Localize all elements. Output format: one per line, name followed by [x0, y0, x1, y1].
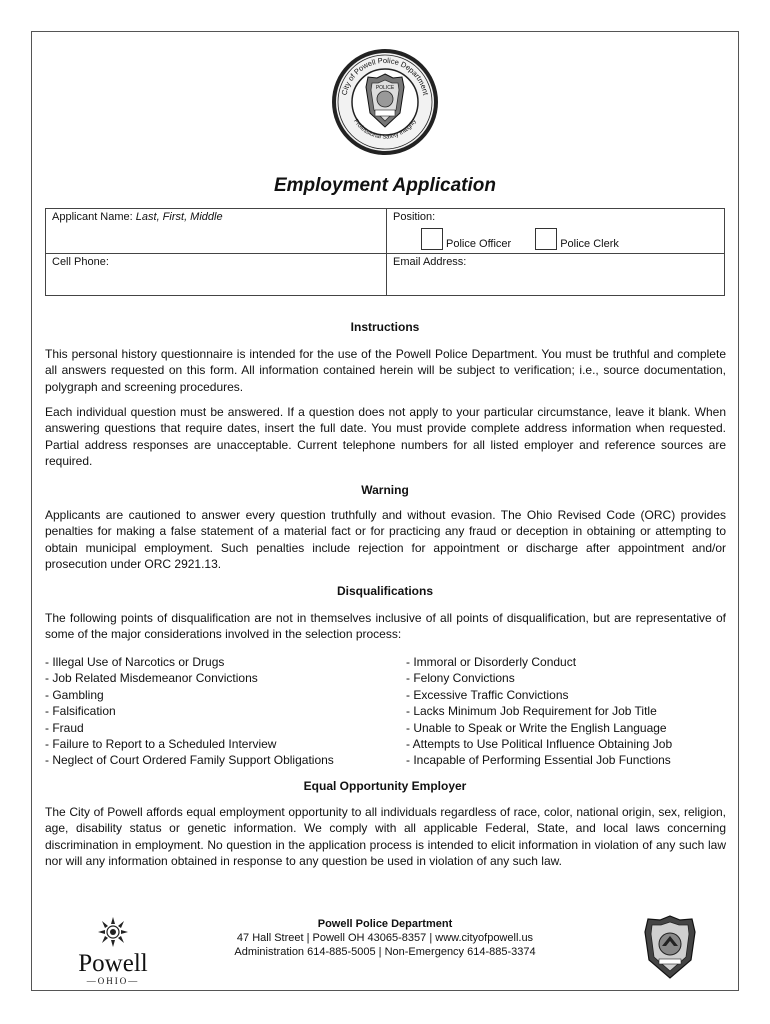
email-label: Email Address: [393, 256, 467, 268]
list-item: - Attempts to Use Political Influence Obtaining Job [406, 737, 673, 752]
warning-paragraph: Applicants are cautioned to answer every question truthfully and without evasion. The Ohio Revised Code (ORC) provides penalties for making a false statement of a material fact or for practicing any fraud or deception in obtaining or attempting to obtain municipal employment. Such penalties include rejection for appointment or discharge after appointment and/or prosecution under ORC 2921.13. [45, 508, 726, 571]
footer-contact [190, 917, 580, 959]
list-item: - Excessive Traffic Convictions [406, 687, 569, 702]
position-field [387, 209, 725, 254]
list-item: - Immoral or Disorderly Conduct [406, 655, 577, 669]
police-clerk-label: Police Clerk [560, 238, 619, 250]
list-item: - Lacks Minimum Job Requirement for Job Title [406, 704, 657, 719]
police-clerk-checkbox[interactable] [535, 228, 557, 250]
applicant-name-field[interactable] [46, 209, 387, 254]
footer-address: 47 Hall Street | Powell OH 43065-8357 | www.cityofpowell.us [236, 932, 534, 944]
list-item: - Failure to Report to a Scheduled Interview [45, 737, 277, 752]
list-item: - Falsification [45, 704, 116, 719]
police-department-seal [330, 47, 440, 157]
list-item: - Job Related Misdemeanor Convictions [45, 671, 258, 686]
warning-heading: Warning [361, 483, 409, 497]
list-item: - Fraud [45, 720, 84, 735]
instructions-paragraph-2: Each individual question must be answered. If a question does not apply to your particular circumstance, leave it blank. When answering questions that require dates, insert the full date. You must provide complete address information when requested. Partial address responses are unacceptable. Current telephone numbers for all listed employer and reference sources are required. [45, 405, 726, 468]
instructions-heading: Instructions [350, 320, 420, 334]
list-item: - Felony Convictions [406, 671, 515, 686]
list-item: - Illegal Use of Narcotics or Drugs [45, 655, 225, 669]
cell-phone-label: Cell Phone: [52, 256, 109, 268]
email-field[interactable] [387, 254, 725, 296]
instructions-paragraph-1: This personal history questionnaire is intended for the use of the Powell Police Department. You must be truthful and complete all answers requested on this form. All information contained herein will be subject to verification; i.e., source documentation, polygraph and screening procedures. [45, 347, 726, 394]
footer-department: Powell Police Department [317, 918, 453, 930]
applicant-info-table [45, 208, 725, 296]
city-of-powell-logo [58, 915, 168, 987]
seal-ring-text: City of Powell Police Department [339, 55, 431, 97]
disqualifications-intro: The following points of disqualification are not in themselves inclusive of all points of disqualification, but are representative of some of the major considerations involved in the selection process: [45, 611, 726, 642]
disqualifications-right-list [406, 654, 672, 769]
ohio-logo-word: —OHIO— [86, 976, 140, 986]
list-item: - Gambling [45, 687, 104, 702]
disqualifications-heading: Disqualifications [336, 584, 434, 598]
police-officer-checkbox[interactable] [421, 228, 443, 250]
position-label: Position: [393, 211, 436, 223]
eeo-heading: Equal Opportunity Employer [303, 779, 467, 793]
applicant-name-hint: Last, First, Middle [135, 211, 223, 223]
page-title: Employment Application [273, 175, 497, 196]
footer-phones: Administration 614-885-5005 | Non-Emergency 614-885-3374 [234, 946, 536, 958]
list-item: - Incapable of Performing Essential Job Functions [406, 753, 671, 768]
police-badge-icon [640, 914, 700, 980]
powell-logo-word: Powell [78, 950, 148, 977]
eeo-paragraph: The City of Powell affords equal employment opportunity to all individuals regardless of race, color, national origin, sex, religion, age, disability status or genetic information. We comply with all applicable Federal, State, and local laws concerning discrimination in employment. No question in the application process is intended to elicit information in violation of any such law nor will any information obtained in response to any question be used in violation of any such law. [45, 805, 726, 868]
badge-text: POLICE [375, 85, 395, 91]
applicant-name-label: Applicant Name: [52, 211, 133, 223]
list-item: - Neglect of Court Ordered Family Support Obligations [45, 753, 334, 768]
sunflower-icon [93, 915, 133, 947]
cell-phone-field[interactable] [46, 254, 387, 296]
list-item: - Unable to Speak or Write the English Language [406, 720, 667, 735]
police-officer-label: Police Officer [446, 238, 512, 250]
seal-bottom-text: Professional Safety Integrity [352, 118, 418, 141]
disqualifications-left-list [45, 654, 334, 769]
